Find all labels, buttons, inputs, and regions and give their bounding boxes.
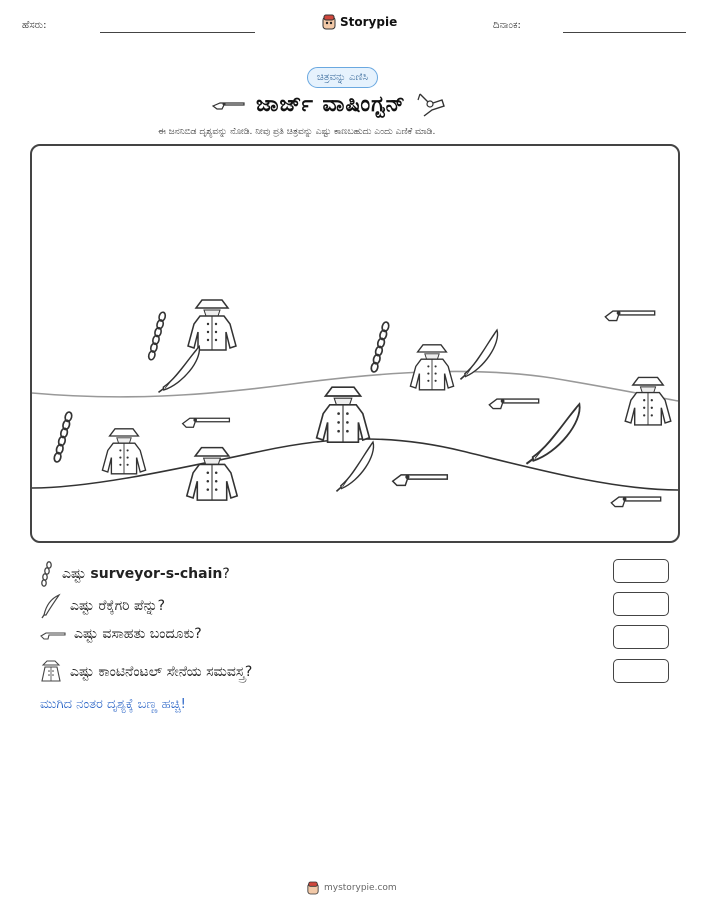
- counting-scene: [30, 144, 680, 543]
- name-label: ಹೆಸರು:: [22, 20, 47, 31]
- answer-box-chain[interactable]: [613, 559, 669, 583]
- title-row: [212, 90, 448, 118]
- footer-url: mystorypie.com: [324, 883, 397, 893]
- scene-uniform: [317, 387, 370, 442]
- scene-uniform: [188, 300, 236, 350]
- date-label: ದಿನಾಂಕ:: [493, 20, 521, 31]
- scene-musket: [611, 497, 660, 507]
- question-text-musket: ಎಷ್ಟು ವಸಾಹತು ಬಂದೂಕು?: [74, 626, 202, 642]
- question-text-quill: ಎಷ್ಟು ರೆಕ್ಕೆಗರಿ ಪೆನ್ನು?: [70, 598, 166, 614]
- scene-quill: [526, 399, 586, 474]
- question-suffix: ?: [222, 566, 230, 582]
- chain-icon: [40, 561, 54, 587]
- brand-name: Storypie: [340, 15, 398, 29]
- scene-musket: [489, 399, 538, 409]
- musket-icon: [40, 627, 66, 641]
- scene-musket: [183, 418, 230, 427]
- question-row-uniform: [40, 659, 252, 685]
- color-instruction: ಮುಗಿದ ನಂತರ ದೃಶ್ಯಕ್ಕೆ ಬಣ್ಣ ಹಚ್ಚಿ!: [40, 697, 186, 712]
- brand: [322, 14, 397, 30]
- activity-badge: ಚಿತ್ರವನ್ನು ಎಣಿಸಿ: [307, 67, 378, 88]
- answer-box-uniform[interactable]: [613, 659, 669, 683]
- scene-quill: [336, 439, 378, 499]
- scene-musket: [393, 475, 448, 486]
- uniform-icon: [40, 659, 62, 685]
- surveyor-tool-title-icon: [416, 90, 448, 118]
- answer-box-musket[interactable]: [613, 625, 669, 649]
- question-prefix: ಎಷ್ಟು: [62, 566, 91, 582]
- storypie-logo-icon: [322, 14, 336, 30]
- page-title: ಜಾರ್ಜ್ ವಾಷಿಂಗ್ಟನ್: [256, 91, 406, 117]
- scene-musket: [605, 311, 654, 321]
- quill-icon: [40, 593, 62, 619]
- question-row-chain: [40, 561, 230, 587]
- instructions: ಈ ಜನನಿಬಿಡ ದೃಶ್ಯವನ್ನು ನೋಡಿ. ನೀವು ಪ್ರತಿ ಚಿತ್ರವನ್ನು ಎಷ್ಟು ಕಾಣಬಹುದು ಎಂದು ಎಣಿಕೆ ಮಾಡಿ.: [158, 127, 436, 137]
- scene-uniform: [625, 377, 671, 425]
- scene-uniform: [102, 429, 145, 474]
- question-row-quill: [40, 593, 165, 619]
- footer: [307, 881, 397, 895]
- scene-quill: [460, 327, 502, 387]
- storypie-footer-logo-icon: [307, 881, 319, 895]
- date-field-line[interactable]: [563, 32, 686, 33]
- answer-box-quill[interactable]: [613, 592, 669, 616]
- scene-quill: [158, 342, 204, 400]
- scene-chain: [148, 312, 166, 361]
- question-bold-term: surveyor-s-chain: [90, 566, 223, 582]
- scene-uniform: [187, 448, 237, 501]
- name-field-line[interactable]: [100, 32, 255, 33]
- scene-chain: [53, 411, 72, 462]
- scene-chain: [370, 321, 389, 372]
- musket-title-icon: [212, 97, 246, 111]
- scene-illustration: [32, 146, 678, 541]
- scene-uniform: [410, 345, 453, 390]
- question-text-chain: [62, 566, 230, 582]
- question-text-uniform: ಎಷ್ಟು ಕಾಂಟಿನೆಂಟಲ್ ಸೇನೆಯ ಸಮವಸ್ತ್ರ?: [70, 664, 253, 680]
- question-row-musket: [40, 626, 202, 642]
